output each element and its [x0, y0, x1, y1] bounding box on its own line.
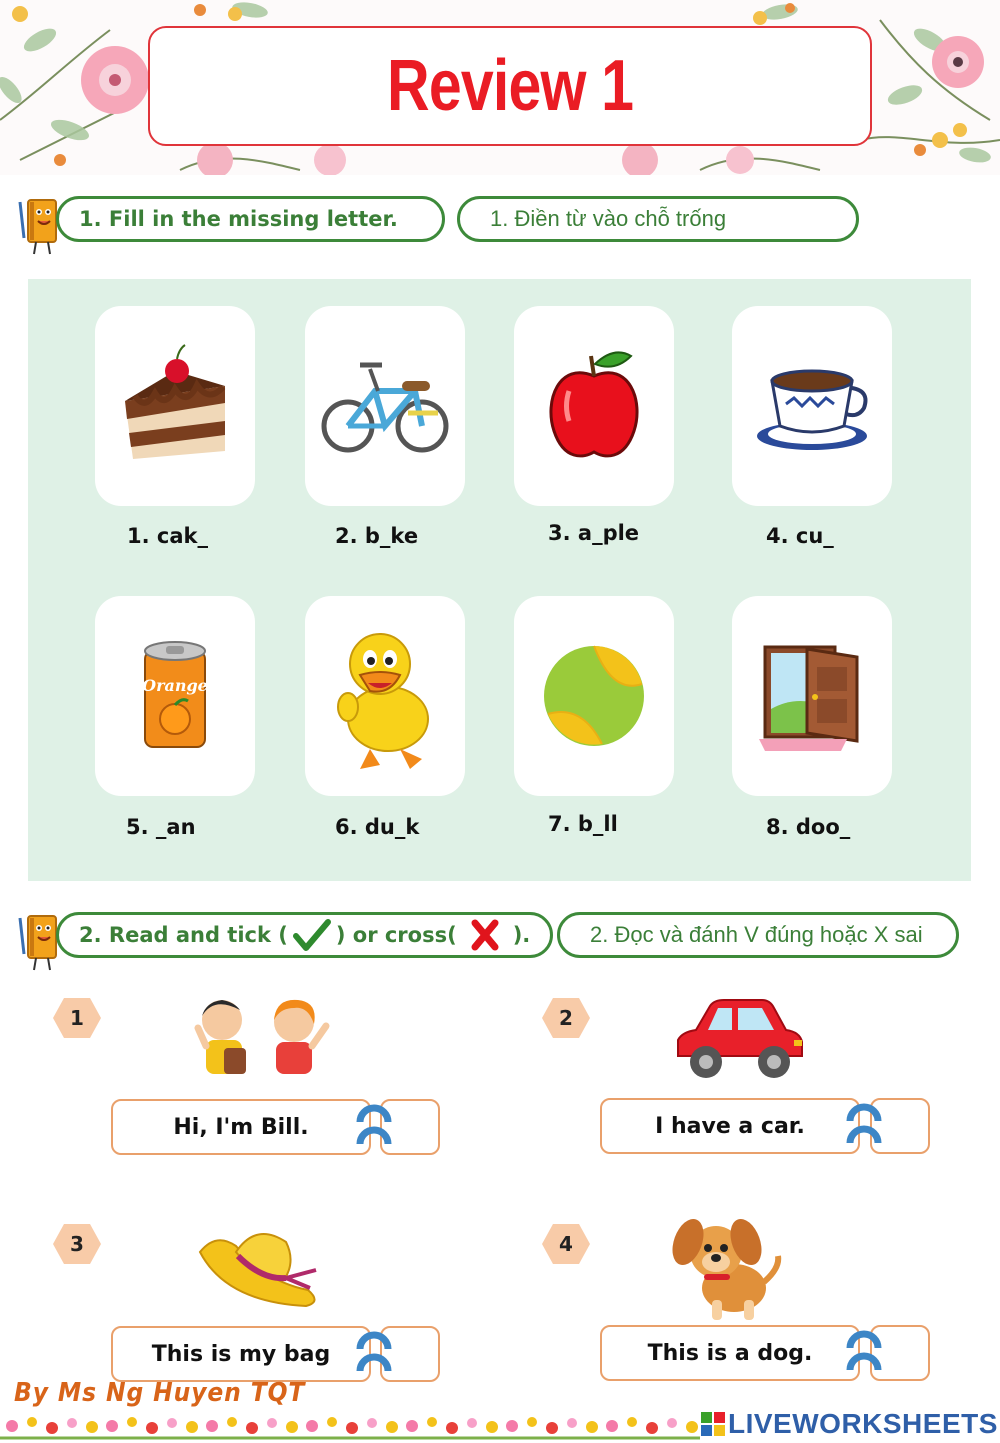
word-label: 5. _an: [126, 815, 196, 839]
answer-toggle-icon[interactable]: [356, 1104, 392, 1146]
sentence-text: This is a dog.: [647, 1340, 813, 1366]
picture-card: [732, 306, 892, 506]
sentence-box: [600, 1325, 860, 1381]
picture-card: [514, 596, 674, 796]
can-icon: [140, 639, 210, 754]
svg-text:Orange: Orange: [142, 675, 208, 695]
picture-card: [732, 596, 892, 796]
hat-icon: [196, 1222, 326, 1312]
section1-title: 1. Fill in the missing letter.: [79, 207, 398, 231]
section2-translation-pill: [557, 912, 959, 958]
section1-translation-pill: [457, 196, 859, 242]
door-icon: [757, 639, 867, 754]
sentence-text: I have a car.: [655, 1113, 805, 1139]
word-label: 7. b_ll: [548, 812, 618, 836]
picture-card: [95, 596, 255, 796]
section2-title-part2: ) or cross(: [335, 923, 457, 947]
author-byline: By Ms Ng Huyen TQT: [14, 1378, 306, 1408]
word-label: 2. b_ke: [335, 524, 419, 548]
item-number-badge: [541, 996, 591, 1040]
sentence-box: [111, 1326, 371, 1382]
section1-title-pill: [56, 196, 445, 242]
item-number-badge: [541, 1222, 591, 1266]
answer-toggle-icon[interactable]: [846, 1103, 882, 1145]
bike-icon: [320, 351, 450, 461]
liveworksheets-logo-icon: [700, 1411, 726, 1437]
car-icon: [670, 996, 806, 1086]
picture-card: [305, 596, 465, 796]
section2-translation: 2. Đọc và đánh V đúng hoặc X sai: [590, 922, 923, 947]
word-label: 8. doo_: [766, 815, 851, 839]
section2-title-pill: [56, 912, 553, 958]
cake-icon: [115, 341, 235, 471]
cup-icon: [752, 356, 872, 456]
dog-icon: [668, 1212, 788, 1324]
word-label: 4. cu_: [766, 524, 834, 548]
ball-icon: [542, 644, 646, 748]
brand-logo[interactable]: [700, 1408, 998, 1440]
sentence-box: [111, 1099, 371, 1155]
brand-name: LIVEWORKSHEETS: [728, 1408, 998, 1439]
item-number: 3: [70, 1232, 84, 1256]
tick-icon: [292, 918, 332, 952]
apple-icon: [539, 346, 649, 466]
sentence-text: This is my bag: [151, 1341, 331, 1367]
picture-card: [95, 306, 255, 506]
item-number: 4: [559, 1232, 573, 1256]
answer-toggle-icon[interactable]: [846, 1330, 882, 1372]
sentence-box: [600, 1098, 860, 1154]
item-number: 1: [70, 1006, 84, 1030]
section2-title-part1: 2. Read and tick (: [79, 923, 288, 947]
page-title: Review 1: [386, 46, 634, 126]
word-label: 3. a_ple: [548, 521, 640, 545]
title-box: [148, 26, 872, 146]
picture-card: [514, 306, 674, 506]
item-number-badge: [52, 996, 102, 1040]
sentence-text: Hi, I'm Bill.: [173, 1114, 309, 1140]
section1-translation: 1. Điền từ vào chỗ trống: [490, 206, 727, 231]
item-number: 2: [559, 1006, 573, 1030]
word-label: 1. cak_: [127, 524, 208, 548]
picture-card: [305, 306, 465, 506]
duck-icon: [330, 619, 440, 774]
children-waving-icon: [194, 996, 334, 1080]
cross-icon: [465, 918, 505, 952]
section2-title-part3: ).: [512, 923, 531, 947]
answer-toggle-icon[interactable]: [356, 1331, 392, 1373]
word-label: 6. du_k: [335, 815, 420, 839]
item-number-badge: [52, 1222, 102, 1266]
